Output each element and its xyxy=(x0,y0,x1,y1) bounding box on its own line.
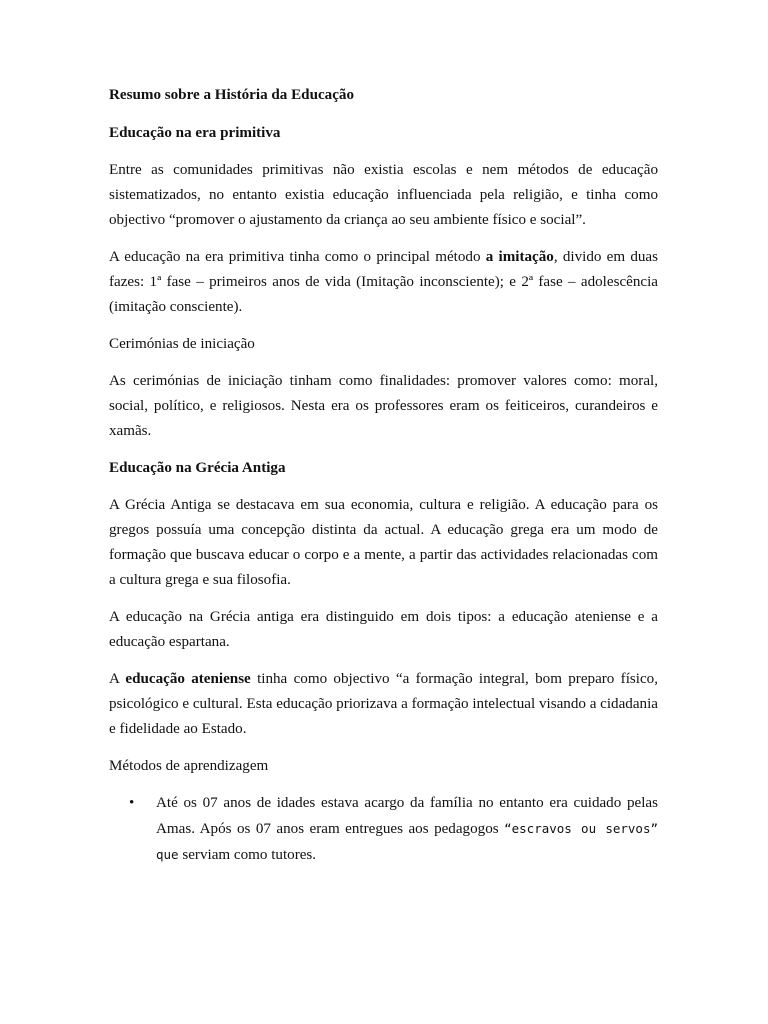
section-heading-greece: Educação na Grécia Antiga xyxy=(109,460,286,476)
subheading-methods: Métodos de aprendizagem xyxy=(109,758,269,774)
document-title: Resumo sobre a História da Educação xyxy=(109,87,355,103)
paragraph xyxy=(109,667,658,742)
bullet-list xyxy=(109,791,658,868)
paragraph-text: A educação na era primitiva tinha como o principal método xyxy=(109,249,486,265)
document-page xyxy=(109,83,658,868)
paragraph-text: A xyxy=(109,671,126,687)
bold-term: a imitação xyxy=(485,249,554,265)
paragraph-text: , divido em duas fazes: 1ª fase – primeiros anos de vida (Imitação inconsciente); e 2ª fase – adolescência (imitação consciente). xyxy=(109,249,658,315)
bullet-icon: • xyxy=(129,795,135,811)
section-heading-primitive: Educação na era primitiva xyxy=(109,125,281,141)
paragraph: As cerimónias de iniciação tinham como finalidades: promover valores como: moral, social, político, e religiosos. Nesta era os professores eram os feiticeiros, curandeiros e xamãs. xyxy=(109,373,658,439)
paragraph: A educação na Grécia antiga era distinguido em dois tipos: a educação ateniense e a educação espartana. xyxy=(109,609,658,650)
list-item-text: Até os 07 anos de idades estava acargo da família no entanto era cuidado pelas Amas. Após os 07 anos eram entregues aos pedagogos xyxy=(156,795,658,837)
list-item xyxy=(129,791,658,868)
paragraph-text: tinha como objectivo “a formação integral, bom preparo físico, psicológico e cultural. Esta educação priorizava a formação intelectual visando a cidadania e fidelidade ao Estado. xyxy=(109,671,658,737)
list-item-quote: “escravos ou servos” que xyxy=(156,821,658,862)
list-item-text: serviam como tutores. xyxy=(178,847,317,863)
paragraph: A Grécia Antiga se destacava em sua economia, cultura e religião. A educação para os gregos possuía uma concepção distinta da actual. A educação grega era um modo de formação que buscava educar o corpo e a mente, a partir das actividades relacionadas com a cultura grega e sua filosofia. xyxy=(109,497,658,588)
subheading-ceremonies: Cerimónias de iniciação xyxy=(109,336,255,352)
paragraph xyxy=(109,245,658,320)
paragraph: Entre as comunidades primitivas não existia escolas e nem métodos de educação sistematizados, no entanto existia educação influenciada pela religião, e tinha como objectivo “promover o ajustamento da criança ao seu ambiente físico e social”. xyxy=(109,162,658,228)
bold-term: educação ateniense xyxy=(125,671,251,687)
